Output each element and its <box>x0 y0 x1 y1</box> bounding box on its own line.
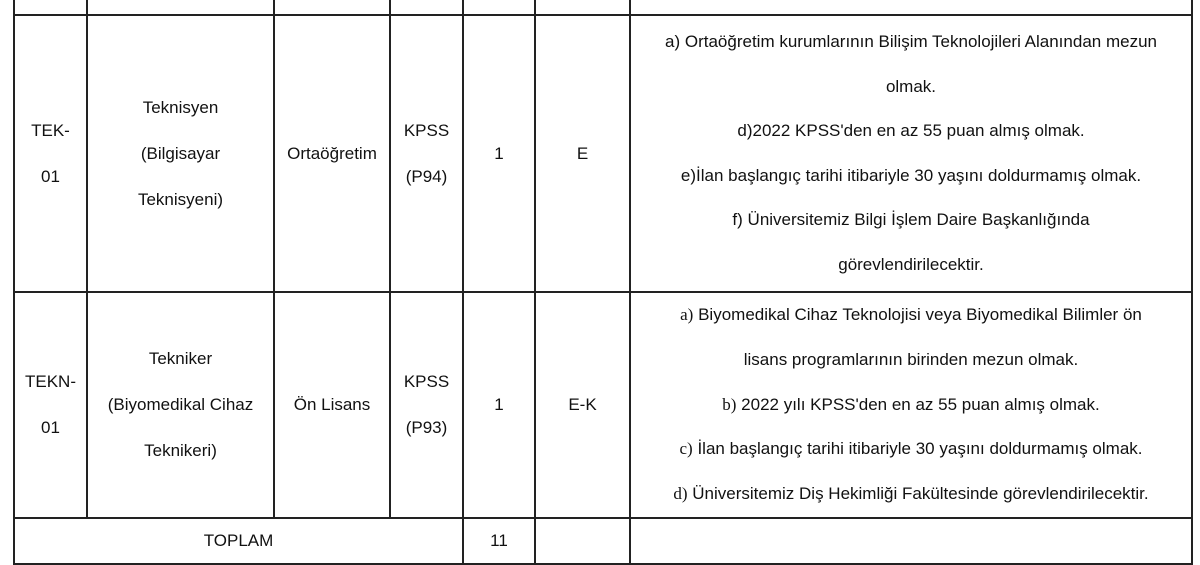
position-title: Teknisyen <box>142 97 219 117</box>
positions-table <box>13 0 1193 565</box>
position-code: TEKN- <box>25 372 76 391</box>
education-cell: Ön Lisans <box>274 292 390 518</box>
table-row <box>14 15 1192 292</box>
table-cell <box>630 518 1192 564</box>
requirement-marker: d) <box>673 484 688 504</box>
position-title: Teknisyeni) <box>137 189 224 209</box>
requirement-marker: e) <box>680 165 697 185</box>
position-title: Teknikeri) <box>144 441 217 460</box>
table-cell <box>87 0 274 15</box>
requirement-marker: b) <box>722 394 737 414</box>
requirements-cell <box>630 292 1192 518</box>
requirement-text: Ortaöğretim kurumlarının Bilişim Teknolojileri Alanından mezun <box>684 32 1157 51</box>
table-cell <box>274 0 390 15</box>
total-row <box>14 518 1192 564</box>
position-code: TEK- <box>31 120 70 140</box>
requirement-text: 2022 yılı KPSS'den en az 55 puan almış olmak. <box>741 394 1100 414</box>
requirement-marker: a) <box>665 32 681 51</box>
exam-type: KPSS <box>403 120 450 140</box>
table-cell <box>630 0 1192 15</box>
requirement-line <box>631 472 1191 517</box>
requirement-marker: c) <box>679 439 693 459</box>
exam-cell <box>390 292 463 518</box>
exam-type: KPSS <box>403 372 450 391</box>
table-cell <box>390 0 463 15</box>
table-row <box>14 292 1192 518</box>
count-cell: 1 <box>463 15 535 292</box>
requirement-line <box>631 154 1191 199</box>
position-code: 01 <box>41 166 60 186</box>
table-cell <box>535 518 630 564</box>
table-cell <box>463 0 535 15</box>
table-cell <box>14 0 87 15</box>
total-label: TOPLAM <box>14 518 463 564</box>
requirement-text: Üniversitemiz Diş Hekimliği Fakültesinde görevlendirilecektir. <box>692 484 1149 504</box>
requirement-marker: d) <box>737 121 753 140</box>
requirement-text: Biyomedikal Cihaz Teknolojisi veya Biyomedikal Bilimler ön <box>698 305 1142 324</box>
position-title-cell <box>87 15 274 292</box>
requirement-text: görevlendirilecektir. <box>838 254 984 274</box>
requirement-marker: a) <box>680 305 694 324</box>
position-title-cell <box>87 292 274 518</box>
requirement-line <box>631 198 1191 243</box>
exam-score-type: (P93) <box>405 418 448 437</box>
requirement-line <box>631 65 1191 110</box>
gender-cell: E <box>535 15 630 292</box>
requirement-line <box>631 427 1191 472</box>
requirement-text: olmak. <box>885 76 937 96</box>
count-cell: 1 <box>463 292 535 518</box>
education-cell: Ortaöğretim <box>274 15 390 292</box>
gender-cell: E-K <box>535 292 630 518</box>
requirement-line <box>631 293 1191 338</box>
requirements-cell <box>630 15 1192 292</box>
position-title: (Bilgisayar <box>140 143 221 163</box>
table-cell <box>535 0 630 15</box>
requirement-text: İlan başlangıç tarihi itibariyle 30 yaşını doldurmamış olmak. <box>696 165 1142 185</box>
requirement-text: 2022 KPSS'den en az 55 puan almış olmak. <box>752 121 1085 140</box>
position-code-cell <box>14 292 87 518</box>
requirement-text: İlan başlangıç tarihi itibariyle 30 yaşını doldurmamış olmak. <box>697 439 1143 459</box>
requirement-line <box>631 109 1191 154</box>
requirement-text: Üniversitemiz Bilgi İşlem Daire Başkanlığında <box>747 210 1090 229</box>
table-row-previous <box>14 0 1192 15</box>
requirement-text: lisans programlarının birinden mezun olmak. <box>743 349 1079 369</box>
position-title: Tekniker <box>148 349 213 368</box>
exam-score-type: (P94) <box>405 166 448 186</box>
position-code-cell <box>14 15 87 292</box>
total-value: 11 <box>463 518 535 564</box>
requirement-line <box>631 383 1191 428</box>
position-code: 01 <box>41 418 60 437</box>
requirement-line <box>631 338 1191 383</box>
requirement-line <box>631 243 1191 288</box>
requirement-marker: f) <box>732 210 743 229</box>
position-title: (Biyomedikal Cihaz <box>107 395 254 414</box>
exam-cell <box>390 15 463 292</box>
requirement-line <box>631 20 1191 65</box>
